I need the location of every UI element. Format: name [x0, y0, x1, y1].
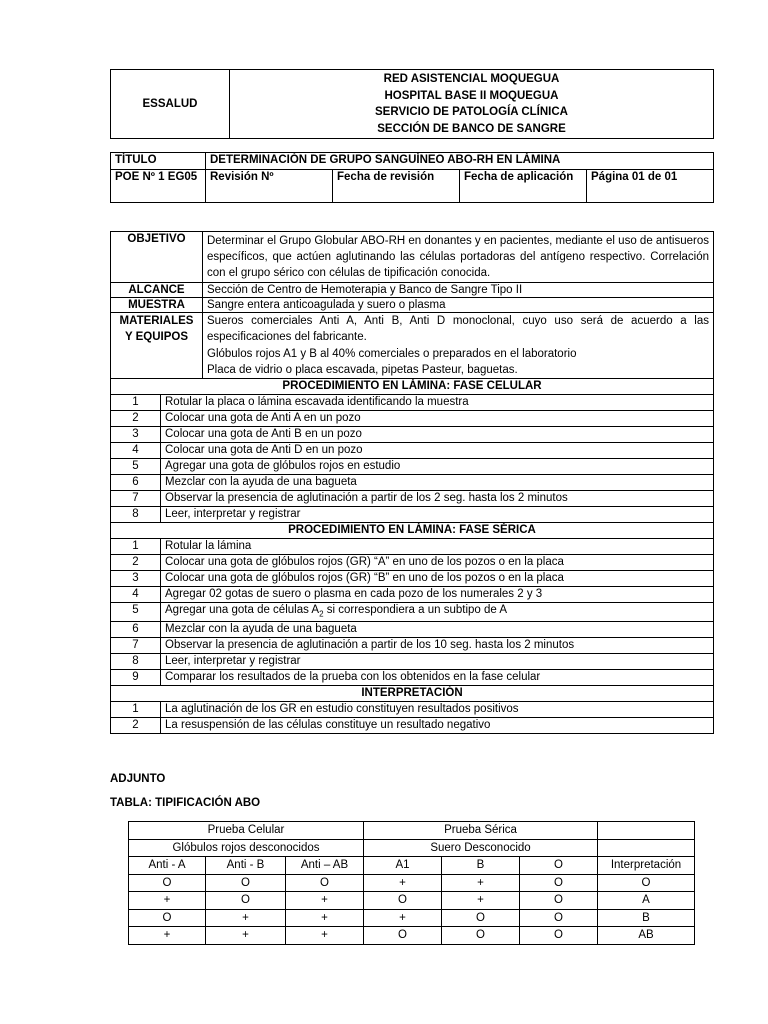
step-number: 3: [111, 427, 161, 443]
table-cell: O: [286, 874, 364, 892]
step-text: Observar la presencia de aglutinación a partir de los 2 seg. hasta los 2 minutos: [161, 491, 714, 507]
step-number: 1: [111, 539, 161, 555]
step-text: Leer, interpretar y registrar: [161, 507, 714, 523]
revision-label: Revisión Nº: [206, 170, 333, 203]
titulo-value: DETERMINACIÓN DE GRUPO SANGUÍNEO ABO-RH EN LÁMINA: [206, 153, 714, 170]
step-text: Colocar una gota de Anti D en un pozo: [161, 443, 714, 459]
table-row: [129, 874, 695, 892]
table-cell: +: [442, 874, 520, 892]
table-cell: O: [129, 874, 206, 892]
step-text: Mezclar con la ayuda de una bagueta: [161, 622, 714, 638]
table-row: [129, 927, 695, 945]
step-number: 5: [111, 459, 161, 475]
step-number: 8: [111, 507, 161, 523]
table-cell: O: [520, 909, 598, 927]
table-cell: +: [286, 892, 364, 910]
step-number: 5: [111, 603, 161, 622]
globulos-header: Glóbulos rojos desconocidos: [129, 839, 364, 857]
table-cell: O: [129, 909, 206, 927]
table-cell: O: [520, 874, 598, 892]
step-text: Comparar los resultados de la prueba con los obtenidos en la fase celular: [161, 670, 714, 686]
alcance-text: Sección de Centro de Hemoterapia y Banco de Sangre Tipo II: [203, 283, 714, 298]
table-row: [129, 892, 695, 910]
table-cell: B: [598, 909, 695, 927]
step-number: 1: [111, 702, 161, 718]
table-cell: O: [520, 927, 598, 945]
table-cell: AB: [598, 927, 695, 945]
prueba-serica-header: Prueba Sérica: [364, 822, 598, 840]
step-text: Colocar una gota de Anti A en un pozo: [161, 411, 714, 427]
pagina-label: Página 01 de 01: [587, 170, 714, 203]
org-name: ESSALUD: [111, 70, 230, 139]
column-header: Interpretación: [598, 857, 695, 875]
step-text: Colocar una gota de glóbulos rojos (GR) “B” en uno de los pozos o en la placa: [161, 571, 714, 587]
fase-serica-heading: PROCEDIMIENTO EN LÁMINA: FASE SÉRICA: [111, 523, 714, 539]
table-cell: O: [442, 909, 520, 927]
empty-cell: [598, 822, 695, 840]
materiales-line: Sueros comerciales Anti A, Anti B, Anti D monoclonal, cuyo uso será de acuerdo a las especificaciones del fabricante.: [207, 315, 709, 344]
abo-table: [128, 821, 695, 945]
step-text: Leer, interpretar y registrar: [161, 654, 714, 670]
step-number: 4: [111, 587, 161, 603]
column-header: A1: [364, 857, 442, 875]
materiales-line: Placa de vidrio o placa escavada, pipetas Pasteur, baguetas.: [207, 363, 518, 376]
poe-code: POE Nº 1 EG05: [111, 170, 206, 203]
table-row: [129, 909, 695, 927]
step-number: 2: [111, 718, 161, 734]
step-number: 4: [111, 443, 161, 459]
muestra-text: Sangre entera anticoagulada y suero o plasma: [203, 298, 714, 313]
fase-celular-heading: PROCEDIMIENTO EN LÁMINA: FASE CELULAR: [111, 379, 714, 395]
suero-header: Suero Desconocido: [364, 839, 598, 857]
procedure-table: [110, 231, 714, 734]
muestra-label: MUESTRA: [111, 298, 203, 313]
title-table: [110, 152, 714, 203]
subscript-2: 2: [319, 609, 324, 619]
table-cell: O: [206, 874, 286, 892]
table-cell: +: [129, 892, 206, 910]
table-cell: O: [364, 892, 442, 910]
column-header: Anti - A: [129, 857, 206, 875]
adjunto-heading: ADJUNTO: [110, 773, 166, 785]
step-text-main: Agregar una gota de células A: [165, 604, 320, 617]
step-text: Agregar 02 gotas de suero o plasma en cada pozo de los numerales 2 y 3: [161, 587, 714, 603]
fecha-revision-label: Fecha de revisión: [333, 170, 460, 203]
materiales-line: Glóbulos rojos A1 y B al 40% comerciales o preparados en el laboratorio: [207, 347, 577, 360]
materiales-label: MATERIALES Y EQUIPOS: [111, 313, 203, 379]
step-text: Colocar una gota de Anti B en un pozo: [161, 427, 714, 443]
table-cell: +: [129, 927, 206, 945]
step-number: 2: [111, 555, 161, 571]
institution-lines: [230, 70, 714, 139]
table-cell: +: [206, 909, 286, 927]
step-text: La resuspensión de las células constituye un resultado negativo: [161, 718, 714, 734]
step-number: 3: [111, 571, 161, 587]
table-cell: +: [286, 927, 364, 945]
table-cell: +: [286, 909, 364, 927]
table-cell: O: [598, 874, 695, 892]
step-text: Rotular la lámina: [161, 539, 714, 555]
table-cell: +: [364, 909, 442, 927]
step-number: 8: [111, 654, 161, 670]
table-cell: O: [206, 892, 286, 910]
table-cell: O: [442, 927, 520, 945]
institution-line: SERVICIO DE PATOLOGÍA CLÍNICA: [375, 106, 568, 118]
prueba-celular-header: Prueba Celular: [129, 822, 364, 840]
materiales-text: [203, 313, 714, 379]
institution-line: RED ASISTENCIAL MOQUEGUA: [383, 73, 560, 85]
table-cell: A: [598, 892, 695, 910]
step-text: Observar la presencia de aglutinación a partir de los 10 seg. hasta los 2 minutos: [161, 638, 714, 654]
objetivo-label: OBJETIVO: [111, 232, 203, 283]
step-text: La aglutinación de los GR en estudio constituyen resultados positivos: [161, 702, 714, 718]
objetivo-text: Determinar el Grupo Globular ABO-RH en donantes y en pacientes, mediante el uso de antisueros específicos, que actúen aglutinando las células portadoras del antígeno respectivo. Correlación con el grupo sérico con células de tipificación conocida.: [203, 232, 714, 283]
alcance-label: ALCANCE: [111, 283, 203, 298]
step-text: Mezclar con la ayuda de una bagueta: [161, 475, 714, 491]
column-header: Anti - B: [206, 857, 286, 875]
column-header: Anti – AB: [286, 857, 364, 875]
step-number: 6: [111, 475, 161, 491]
step-number: 2: [111, 411, 161, 427]
step-text: Colocar una gota de glóbulos rojos (GR) “A” en uno de los pozos o en la placa: [161, 555, 714, 571]
step-number: 7: [111, 638, 161, 654]
step-number: 7: [111, 491, 161, 507]
table-cell: +: [364, 874, 442, 892]
table-cell: O: [364, 927, 442, 945]
empty-cell: [598, 839, 695, 857]
table-cell: +: [442, 892, 520, 910]
step-number: 9: [111, 670, 161, 686]
step-number: 1: [111, 395, 161, 411]
step-text-a2: [161, 603, 714, 622]
fecha-aplicacion-label: Fecha de aplicación: [460, 170, 587, 203]
step-text-tail: si correspondiera a un subtipo de A: [323, 604, 508, 617]
step-number: 6: [111, 622, 161, 638]
column-header: B: [442, 857, 520, 875]
header-table: [110, 69, 714, 139]
tabla-title: TABLA: TIPIFICACIÓN ABO: [110, 797, 261, 809]
table-cell: O: [520, 892, 598, 910]
step-text: Rotular la placa o lámina escavada identificando la muestra: [161, 395, 714, 411]
step-text: Agregar una gota de glóbulos rojos en estudio: [161, 459, 714, 475]
institution-line: SECCIÓN DE BANCO DE SANGRE: [377, 122, 566, 135]
titulo-label: TÍTULO: [111, 153, 206, 170]
table-cell: +: [206, 927, 286, 945]
column-header: O: [520, 857, 598, 875]
institution-line: HOSPITAL BASE II MOQUEGUA: [384, 89, 559, 102]
interpretacion-heading: INTERPRETACIÓN: [111, 686, 714, 702]
